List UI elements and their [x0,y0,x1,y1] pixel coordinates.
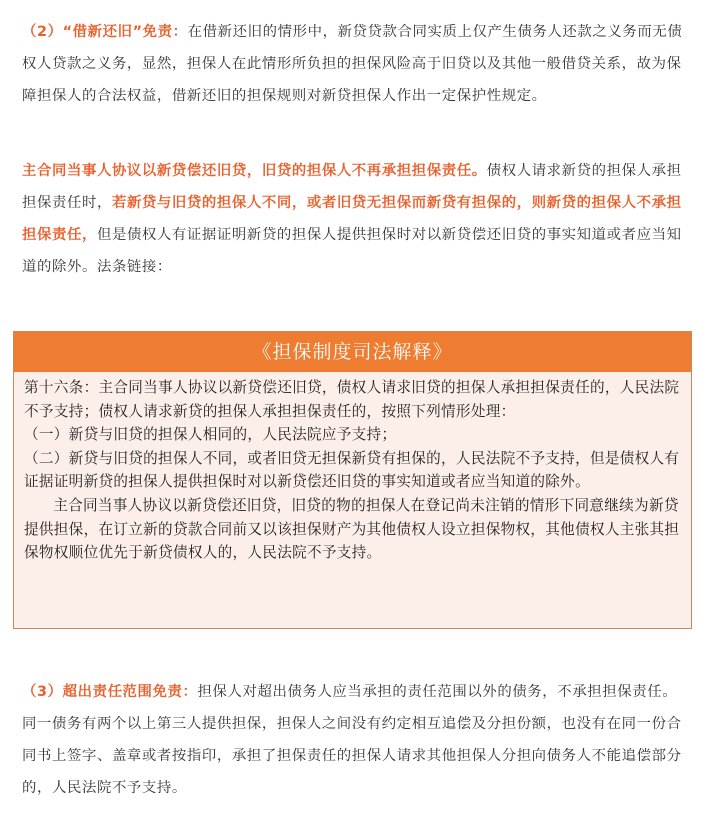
law-item: （二）新贷与旧贷的担保人不同，或者旧贷无担保新贷有担保的，人民法院不予支持，但是债权人有证据证明新贷的担保人提供担保时对以新贷偿还旧贷的事实知道或者应当知道的除外。 [24,449,680,491]
law-box-body [14,372,691,565]
paragraph-borrow-new-repay-old [22,16,690,112]
law-item: （一）新贷与旧贷的担保人相同的，人民法院应予支持； [24,426,397,444]
law-citation-box [13,331,692,629]
paragraph-text: 在借新还旧的情形中，新贷贷款合同实质上仅产生债务人还款之义务而无债权人贷款之义务，显然，担保人在此情形所负担的担保风险高于旧贷以及其他一般借贷关系，故为保障担保人的合法权益，借新还旧的担保规则对新贷担保人作出一定保护性规定。 [22,24,683,104]
highlight-text: 主合同当事人协议以新贷偿还旧贷，旧贷的担保人不再承担担保责任。 [22,163,487,179]
law-box-title: 《担保制度司法解释》 [14,332,691,372]
paragraph-exceed-scope [22,676,690,804]
paragraph-text: 债权人请求新贷的担保人承担担保责任时， [22,163,682,211]
paragraph-text: 担保人对超出债务人应当承担的责任范围以外的债务，不承担担保责任。同一债务有两个以上第三人提供担保，担保人之间没有约定相互追偿及分担份额，也没有在同一份合同书上签字、盖章或者按指印，承担了担保责任的担保人请求其他担保人分担向债务人不能追偿部分的，人民法院不予支持。 [22,684,682,796]
paragraph-text: 但是债权人有证据证明新贷的担保人提供担保时对以新贷偿还旧贷的事实知道或者应当知道的除外。法条链接： [22,227,682,275]
paragraph-heading: （3）超出责任范围免责： [22,684,198,700]
law-article-text: 主合同当事人协议以新贷偿还旧贷，旧贷的物的担保人在登记尚未注销的情形下同意继续为新贷提供担保，在订立新的贷款合同前又以该担保财产为其他债权人设立担保物权，其他债权人主张其担保物权顺位优先于新贷债权人的，人民法院不予支持。 [24,496,680,562]
law-article-text: 第十六条：主合同当事人协议以新贷偿还旧贷，债权人请求旧贷的担保人承担担保责任的，人民法院不予支持；债权人请求新贷的担保人承担担保责任的，按照下列情形处理： [24,379,680,420]
highlight-text: 若新贷与旧贷的担保人不同，或者旧贷无担保而新贷有担保的，则新贷的担保人不承担担保责任， [22,195,682,243]
paragraph-heading: （2）“借新还旧”免责： [22,24,188,40]
paragraph-guarantor-rules [22,155,690,283]
